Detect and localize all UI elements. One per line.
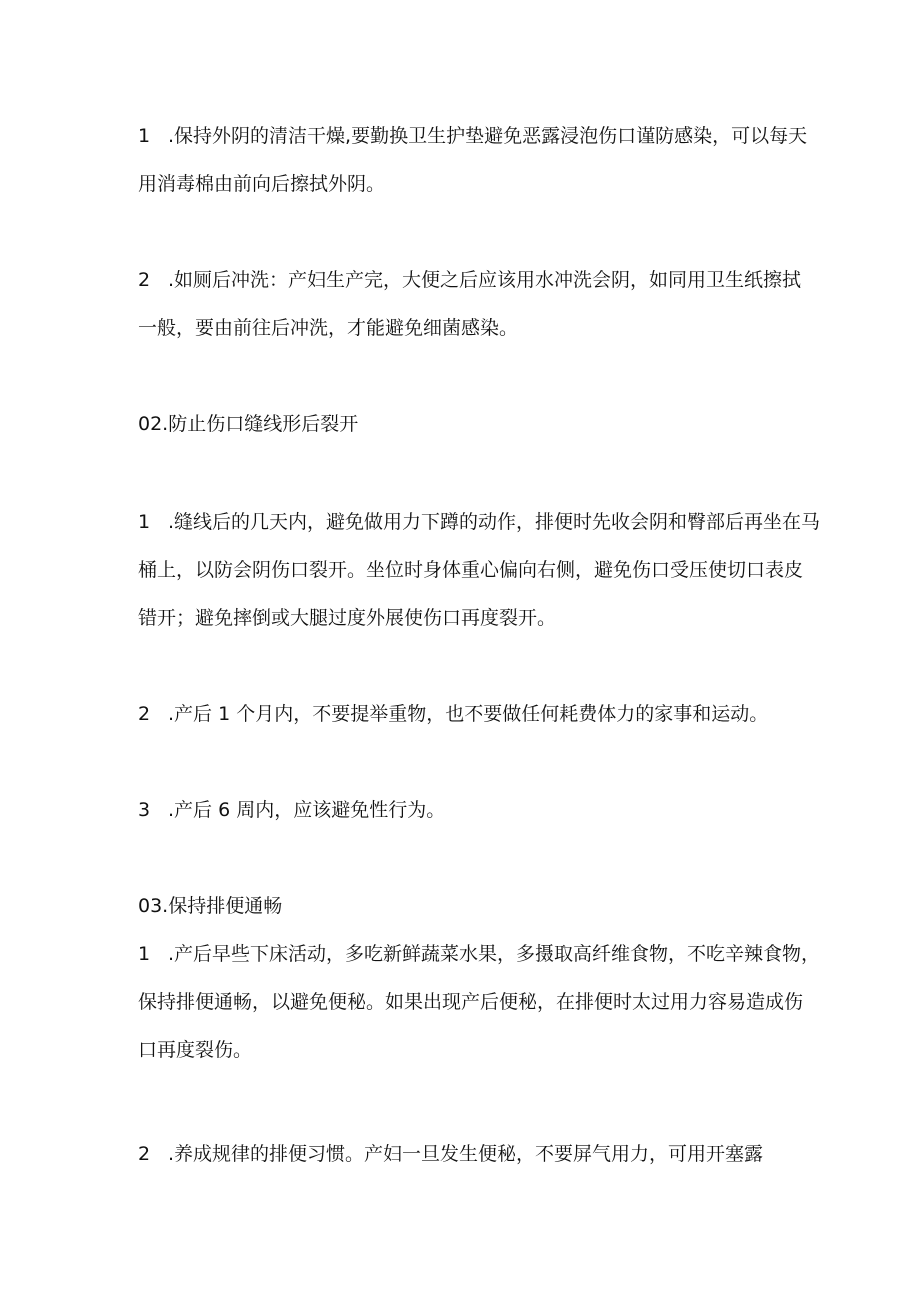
- item-number: 3: [138, 799, 151, 821]
- item-number: 2: [138, 703, 151, 725]
- line-text: .养成规律的排便习惯。产妇一旦发生便秘，不要屏气用力，可用开塞露: [168, 1143, 764, 1165]
- paragraph-line: 保持排便通畅，以避免便秘。如果出现产后便秘，在排便时太过用力容易造成伤: [138, 991, 804, 1013]
- paragraph-line: [138, 930, 821, 978]
- item-number: 2: [138, 269, 151, 291]
- paragraph-line: [138, 1130, 798, 1178]
- paragraph-line: 用消毒棉由前向后擦拭外阴。: [138, 173, 386, 195]
- line-text: .产后早些下床活动，多吃新鲜蔬菜水果，多摄取高纤维食物，不吃辛辣食物，: [168, 943, 821, 965]
- paragraph-line: [138, 112, 808, 160]
- paragraph-line: 一般，要由前往后冲洗，才能避免细菌感染。: [138, 317, 519, 339]
- line-text: .产后 6 周内，应该避免性行为。: [168, 799, 446, 821]
- line-text: .如厕后冲洗：产妇生产完，大便之后应该用水冲洗会阴，如同用卫生纸擦拭: [168, 269, 802, 291]
- line-text: .缝线后的几天内，避免做用力下蹲的动作，排便时先收会阴和臀部后再坐在马: [168, 511, 821, 533]
- paragraph-suture-2: [138, 690, 798, 738]
- section-heading-03: 03.保持排便通畅: [138, 895, 283, 917]
- paragraph-hygiene-2: [138, 256, 802, 352]
- paragraph-line: 桶上，以防会阴伤口裂开。坐位时身体重心偏向右侧，避免伤口受压使切口表皮: [138, 559, 804, 581]
- section-heading-02: 02.防止伤口缝线形后裂开: [138, 413, 359, 435]
- line-text: .产后 1 个月内，不要提举重物，也不要做任何耗费体力的家事和运动。: [168, 703, 769, 725]
- line-text: .保持外阴的清洁干燥,要勤换卫生护垫避免恶露浸泡伤口谨防感染，可以每天: [168, 125, 808, 147]
- paragraph-line: [138, 256, 802, 304]
- paragraph-suture-3: [138, 786, 798, 834]
- paragraph-line: 口再度裂伤。: [138, 1039, 253, 1061]
- paragraph-line: 错开；避免摔倒或大腿过度外展使伤口再度裂开。: [138, 607, 557, 629]
- paragraph-line: [138, 690, 798, 738]
- item-number: 2: [138, 1143, 151, 1165]
- paragraph-bowel-1: [138, 930, 821, 1074]
- paragraph-line: [138, 498, 821, 546]
- item-number: 1: [138, 511, 151, 533]
- item-number: 1: [138, 125, 151, 147]
- paragraph-hygiene-1: [138, 112, 808, 208]
- paragraph-bowel-2: [138, 1130, 798, 1178]
- item-number: 1: [138, 943, 151, 965]
- paragraph-suture-1: [138, 498, 821, 642]
- paragraph-line: [138, 786, 798, 834]
